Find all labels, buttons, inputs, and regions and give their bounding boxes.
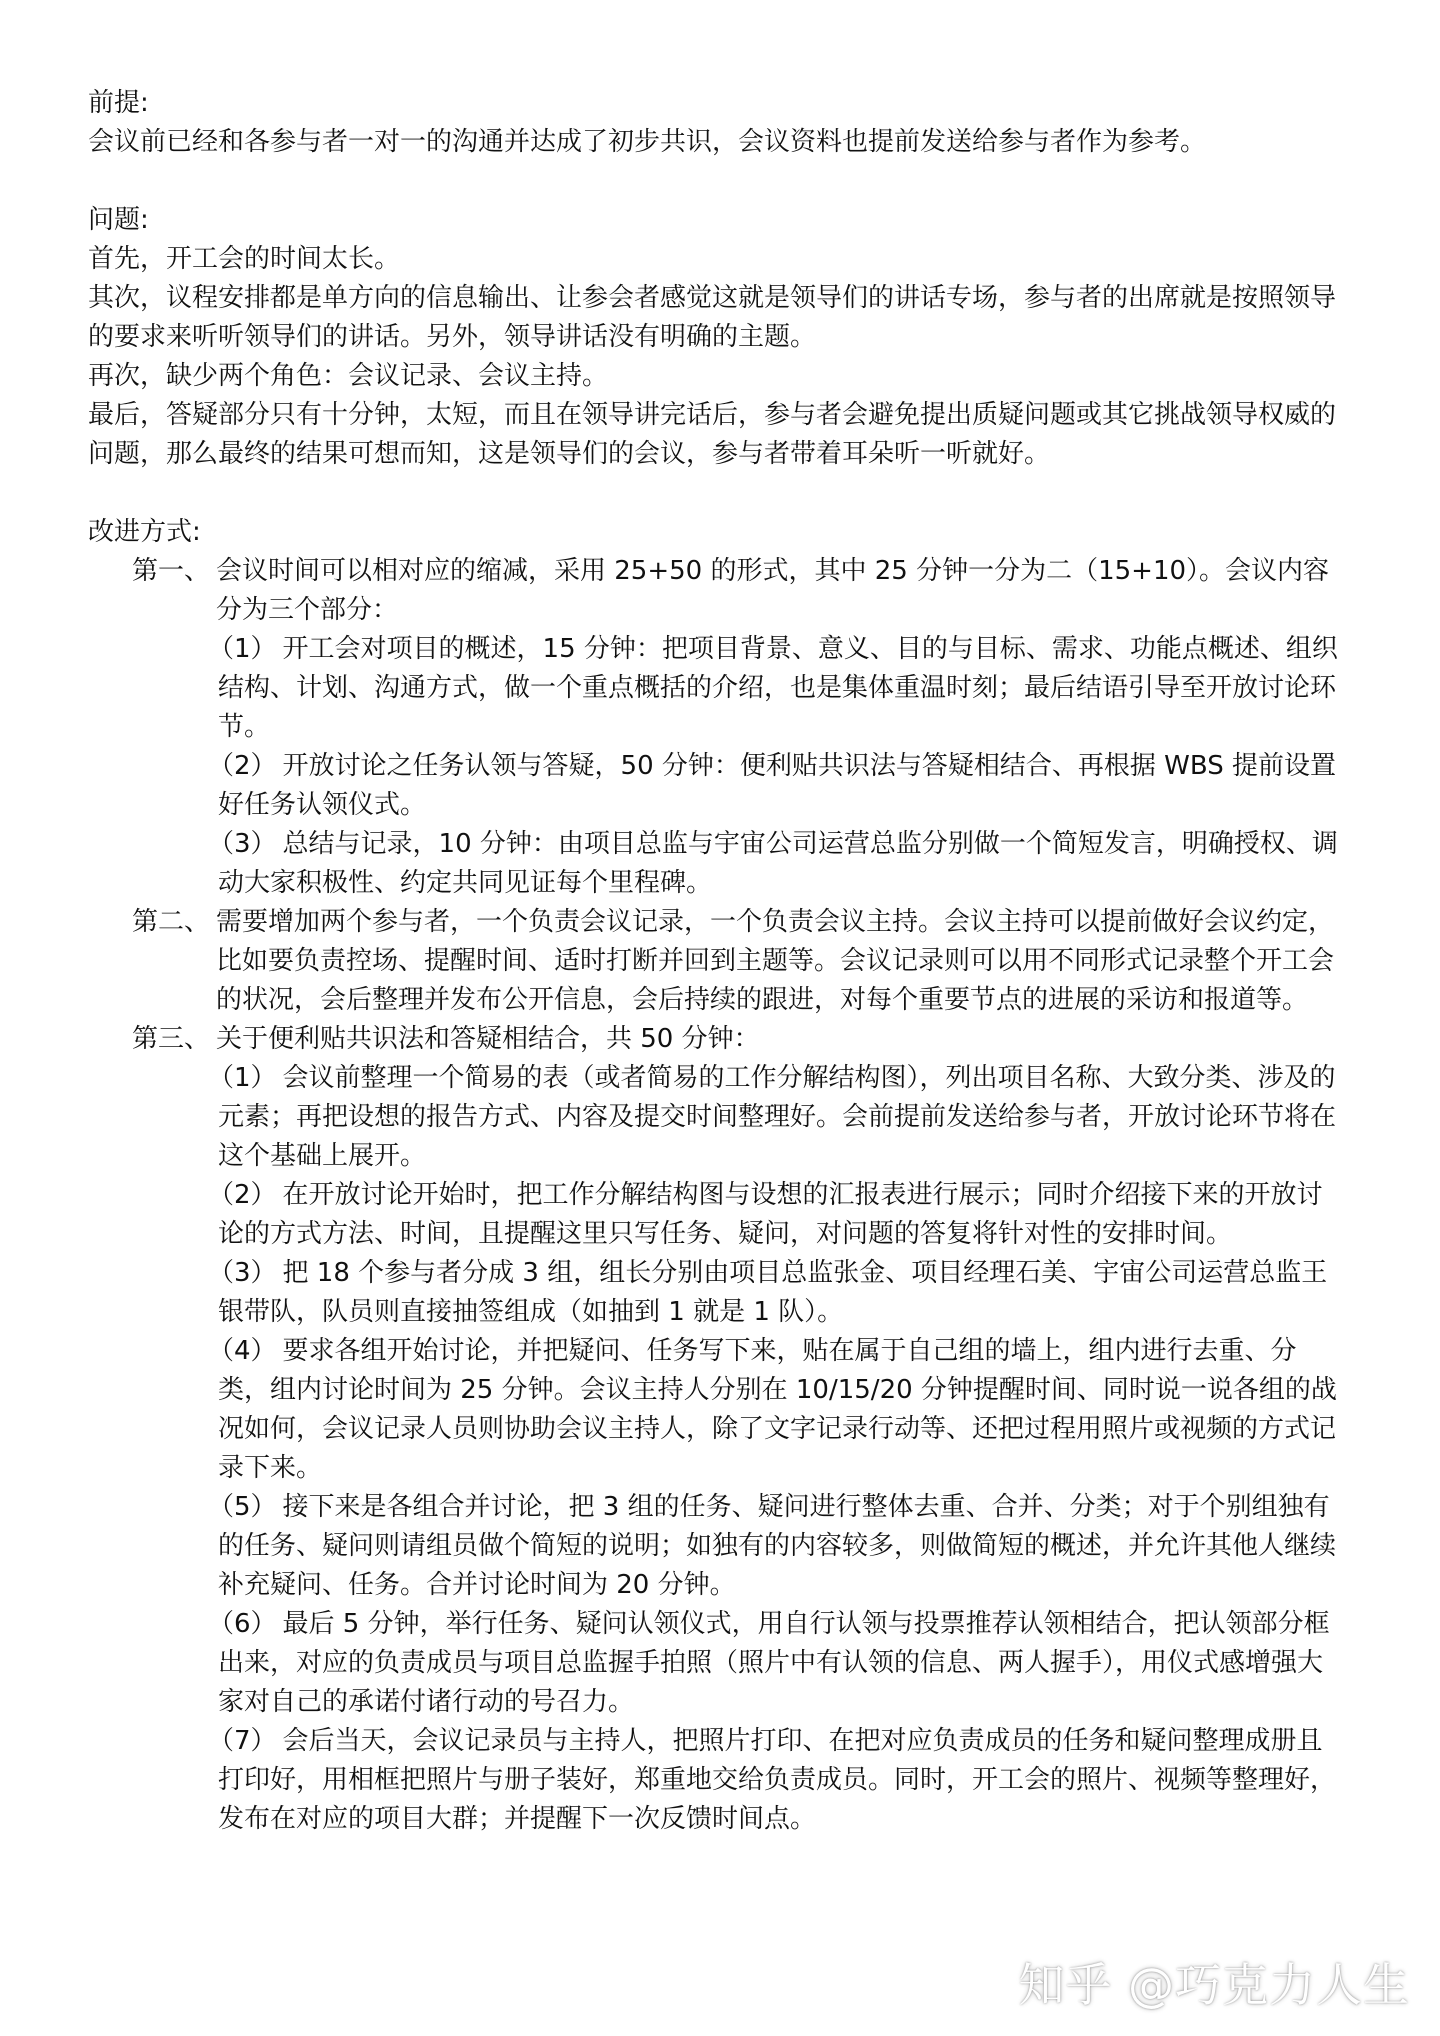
item-marker: 第二、 [132, 907, 211, 937]
subitem-3-1 [208, 1059, 1360, 1176]
subitem-number: （2） [208, 751, 277, 781]
subitem-text: 开工会对项目的概述，15 分钟：把项目背景、意义、目的与目标、需求、功能点概述、组织结构、计划、沟通方式，做一个重点概括的介绍，也是集体重温时刻；最后结语引导至开放讨论环节。 [218, 634, 1338, 742]
subitem-text: 接下来是各组合并讨论，把 3 组的任务、疑问进行整体去重、合并、分类；对于个别组独有的任务、疑问则请组员做个简短的说明；如独有的内容较多，则做简短的概述，并允许其他人继续补充疑问、任务。合并讨论时间为 20 分钟。 [218, 1492, 1337, 1600]
subitem-number: （3） [208, 829, 277, 859]
subitem-text: 会后当天，会议记录员与主持人，把照片打印、在把对应负责成员的任务和疑问整理成册且打印好，用相框把照片与册子装好，郑重地交给负责成员。同时，开工会的照片、视频等整理好，发布在对应的项目大群；并提醒下一次反馈时间点。 [218, 1726, 1337, 1834]
subitem-number: （4） [208, 1336, 277, 1366]
subitem-text: 开放讨论之任务认领与答疑，50 分钟：便利贴共识法与答疑相结合、再根据 WBS 提前设置好任务认领仪式。 [218, 751, 1337, 820]
subitem-3-3 [208, 1254, 1360, 1332]
subitem-1-3 [208, 825, 1360, 903]
issues-title: 问题: [88, 205, 149, 235]
watermark: 知乎 @巧克力人生 [1018, 1958, 1410, 2012]
item-text: 需要增加两个参与者，一个负责会议记录，一个负责会议主持。会议主持可以提前做好会议约定，比如要负责控场、提醒时间、适时打断并回到主题等。会议记录则可以用不同形式记录整个开工会的状况，会后整理并发布公开信息，会后持续的跟进，对每个重要节点的进展的采访和报道等。 [216, 907, 1335, 1015]
issues-paragraph-3: 再次，缺少两个角色：会议记录、会议主持。 [88, 361, 609, 391]
improvement-item-1 [88, 552, 1360, 630]
improvement-item-2 [88, 903, 1360, 1020]
subitem-number: （2） [208, 1180, 277, 1210]
subitem-text: 最后 5 分钟，举行任务、疑问认领仪式，用自行认领与投票推荐认领相结合，把认领部分框出来，对应的负责成员与项目总监握手拍照（照片中有认领的信息、两人握手），用仪式感增强大家对自己的承诺付诸行动的号召力。 [218, 1609, 1330, 1717]
subitem-text: 把 18 个参与者分成 3 组，组长分别由项目总监张金、项目经理石美、宇宙公司运营总监王银带队，队员则直接抽签组成（如抽到 1 就是 1 队）。 [218, 1258, 1328, 1327]
improvement-item-3 [88, 1020, 1360, 1059]
subitem-3-4 [208, 1332, 1360, 1488]
subitem-number: （7） [208, 1726, 277, 1756]
improvements-title: 改进方式: [88, 517, 201, 547]
subitem-1-2 [208, 747, 1360, 825]
item-text: 关于便利贴共识法和答疑相结合，共 50 分钟： [216, 1024, 760, 1054]
subitem-text: 在开放讨论开始时，把工作分解结构图与设想的汇报表进行展示；同时介绍接下来的开放讨论的方式方法、时间，且提醒这里只写任务、疑问，对问题的答复将针对性的安排时间。 [218, 1180, 1323, 1249]
subitem-text: 总结与记录，10 分钟：由项目总监与宇宙公司运营总监分别做一个简短发言，明确授权、调动大家积极性、约定共同见证每个里程碑。 [218, 829, 1338, 898]
subitem-number: （1） [208, 634, 277, 664]
premise-title: 前提: [88, 88, 149, 118]
subitem-number: （6） [208, 1609, 277, 1639]
issues-paragraph-2: 其次，议程安排都是单方向的信息输出、让参会者感觉这就是领导们的讲话专场，参与者的出席就是按照领导的要求来听听领导们的讲话。另外，领导讲话没有明确的主题。 [88, 283, 1337, 352]
issues-paragraph-4: 最后，答疑部分只有十分钟，太短，而且在领导讲完话后，参与者会避免提出质疑问题或其它挑战领导权威的问题，那么最终的结果可想而知，这是领导们的会议，参与者带着耳朵听一听就好。 [88, 400, 1337, 469]
issues-paragraph-1: 首先，开工会的时间太长。 [88, 244, 401, 274]
subitem-number: （5） [208, 1492, 277, 1522]
spacer [88, 162, 1360, 201]
premise-body: 会议前已经和各参与者一对一的沟通并达成了初步共识，会议资料也提前发送给参与者作为参考。 [88, 127, 1207, 157]
subitem-number: （3） [208, 1258, 277, 1288]
subitem-3-6 [208, 1605, 1360, 1722]
subitem-text: 会议前整理一个简易的表（或者简易的工作分解结构图），列出项目名称、大致分类、涉及的元素；再把设想的报告方式、内容及提交时间整理好。会前提前发送给参与者，开放讨论环节将在这个基础上展开。 [218, 1063, 1337, 1171]
subitem-3-2 [208, 1176, 1360, 1254]
subitem-3-5 [208, 1488, 1360, 1605]
item-text: 会议时间可以相对应的缩减，采用 25+50 的形式，其中 25 分钟一分为二（15+10）。会议内容分为三个部分： [216, 556, 1330, 625]
spacer [88, 474, 1360, 513]
subitem-number: （1） [208, 1063, 277, 1093]
item-marker: 第三、 [132, 1024, 211, 1054]
subitem-3-7 [208, 1722, 1360, 1839]
document-content [88, 84, 1360, 1839]
subitem-text: 要求各组开始讨论，并把疑问、任务写下来，贴在属于自己组的墙上，组内进行去重、分类，组内讨论时间为 25 分钟。会议主持人分别在 10/15/20 分钟提醒时间、同时说一说各组的战况如何，会议记录人员则协助会议主持人，除了文字记录行动等、还把过程用照片或视频的方式记录下来。 [218, 1336, 1337, 1483]
item-marker: 第一、 [132, 556, 211, 586]
subitem-1-1 [208, 630, 1360, 747]
